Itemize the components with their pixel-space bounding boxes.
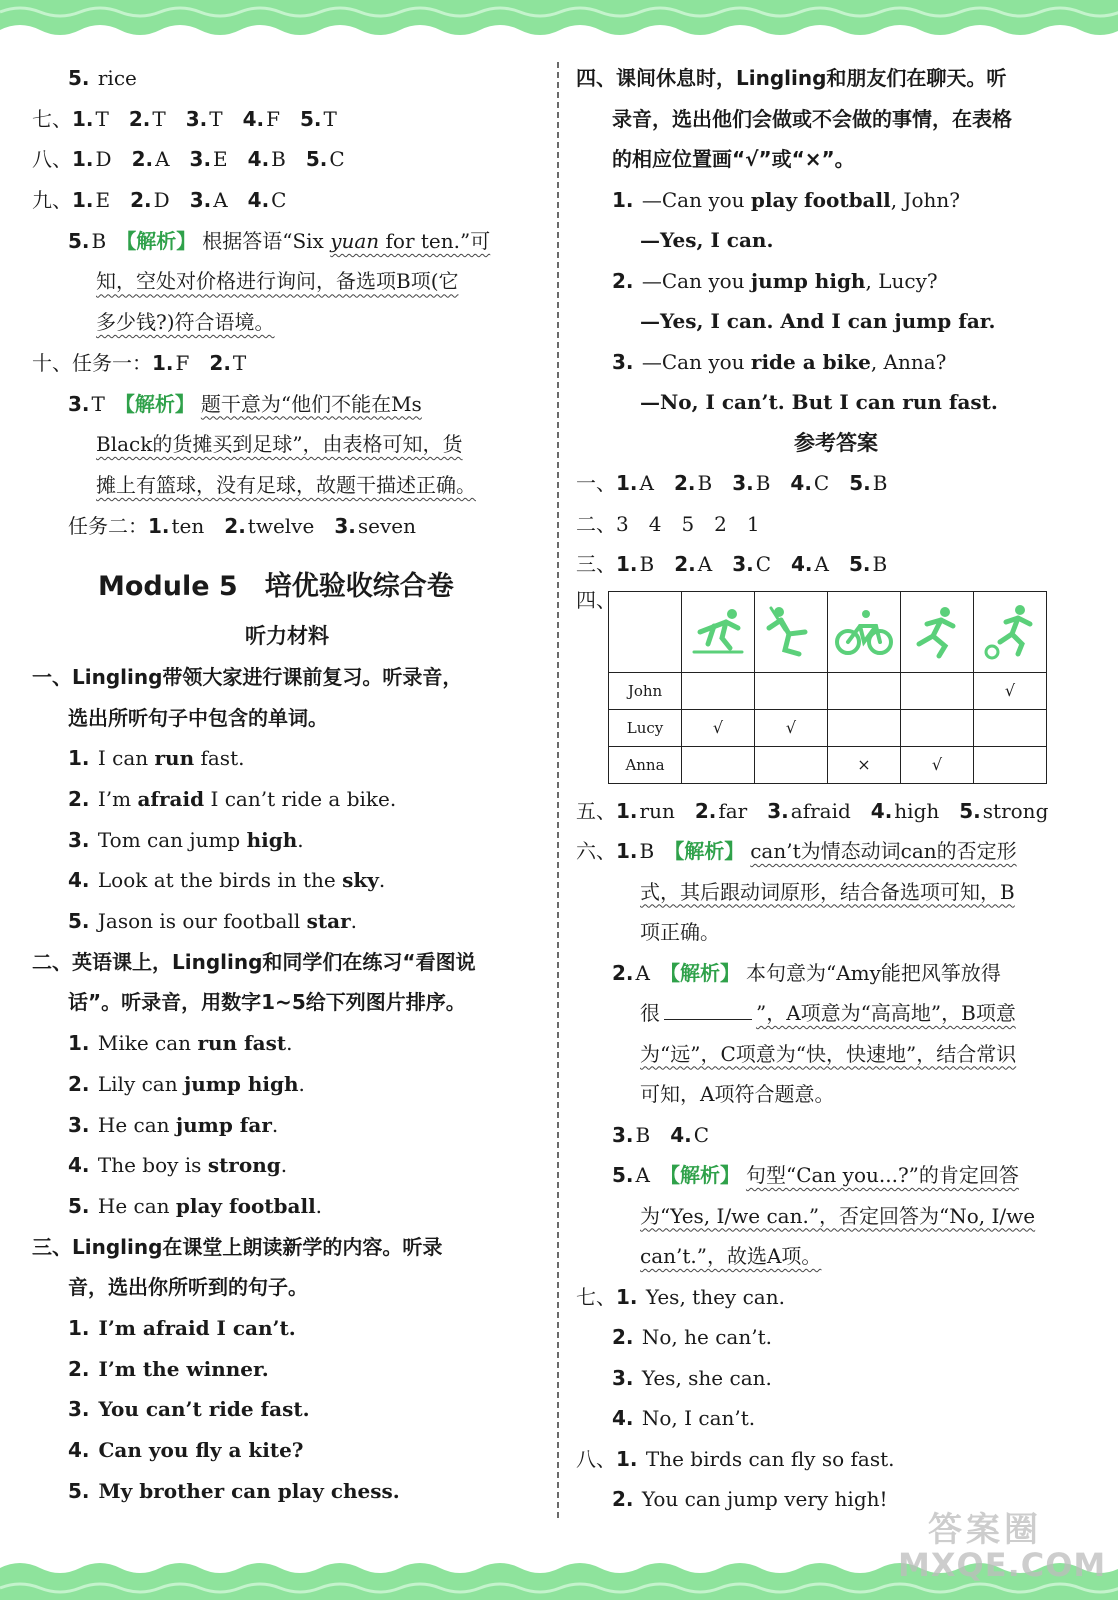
table-cell [901,709,974,746]
answer-row: 5. rice [68,66,137,90]
bike-icon [832,602,896,662]
list-item: 2. I’m the winner. [68,1356,269,1381]
table-name-cell: Anna [609,746,682,783]
answer-row-10: 十、任务一：1. F 2. T [32,350,247,375]
watermark-en: MXQE.COM [898,1546,1107,1584]
explanation-line: 可知，A项符合题意。 [640,1082,835,1106]
explanation-row: 5. A 【解析】 句型“Can you...?”的肯定回答 [612,1163,1019,1187]
explanation-line: 为“Yes, I/we can.”，否定回答为“No, I/we [640,1203,1036,1228]
list-item: 3. Yes, she can. [612,1365,772,1390]
analysis-tag: 【解析】 [664,839,745,863]
list-item: 1. I can run fast. [68,746,245,771]
explanation-line: Black的货摊买到足球”，由表格可知，货 [96,432,463,457]
list-item: 4. No, I can’t. [612,1406,756,1430]
table-cell [755,672,828,709]
football-icon [978,602,1042,662]
section-3-heading: 三、Lingling在课堂上朗读新学的内容。听录 [32,1234,443,1259]
list-item: 4. Can you fly a kite? [68,1438,304,1462]
section-7-answers [576,1277,1096,1439]
top-decorative-band [0,0,1118,46]
table-row [609,709,1047,746]
list-item: 2. I’m afraid I can’t ride a bike. [68,787,397,811]
table-row [609,746,1047,783]
dialog-list [576,180,1096,423]
table-cell [828,672,901,709]
list-item: 2. You can jump very high! [612,1487,888,1511]
section-1-heading-cont: 选出所听句子中包含的单词。 [68,705,328,730]
list-item: 3. He can jump far. [68,1112,279,1137]
answer-row-1: 一、1. A 2. B 3. B 4. C 5. B [576,471,888,495]
analysis-tag: 【解析】 [116,228,197,253]
table-cell: √ [974,672,1047,709]
analysis-tag: 【解析】 [659,1163,740,1187]
answer-row-3: 三、1. B 2. A 3. C 4. A 5. B [576,552,888,576]
list-item: 3. Tom can jump high. [68,827,304,852]
answer-row-5: 五、1. run 2. far 3. afraid 4. high 5. strong [576,798,1049,823]
answer-row-7: 七、1. T 2. T 3. T 4. F 5. T [32,106,337,131]
list-item: 2. Lily can jump high. [68,1071,305,1096]
dialog-question: 1. —Can you play football, John? [612,187,960,212]
answer-row: 3. B 4. C [612,1122,710,1147]
answer-row-task2: 任务二：1. ten 2. twelve 3. seven [68,513,416,538]
answers-title: 参考答案 [794,430,878,455]
explanation-line: 多少钱?)符合语境。 [96,310,275,335]
section-3-heading-cont: 音，选出你所听到的句子。 [68,1275,308,1300]
list-item: 八、1. The birds can fly so fast. [576,1446,895,1471]
section-4-heading-cont: 录音，选出他们会做或不会做的事情，在表格 [612,106,1012,131]
table-cell: √ [755,709,828,746]
list-item: 3. You can’t ride fast. [68,1397,310,1422]
watermark-cn: 答案圈 [928,1510,1042,1550]
dialog-answer: —Yes, I can. And I can jump far. [640,309,996,333]
dialog-question: 3. —Can you ride a bike, Anna? [612,349,947,374]
table-cell [682,746,755,783]
right-column [576,58,1096,1520]
watermark [898,1502,1107,1598]
table-cell [974,709,1047,746]
table-name-cell: John [609,672,682,709]
list-item: 5. He can play football. [68,1193,323,1218]
section-4-heading: 四、课间休息时，Lingling和朋友们在聊天。听 [576,66,1007,90]
table-row [609,672,1047,709]
explanation-line: 摊上有篮球，没有足球，故题干描述正确。 [96,472,476,497]
jump-far-icon [759,602,823,662]
list-item: 5. My brother can play chess. [68,1478,400,1503]
list-item: 1. I’m afraid I can’t. [68,1315,296,1340]
section-1-list [32,738,542,941]
list-item: 2. No, he can’t. [612,1325,772,1349]
explanation-line: 项正确。 [640,920,720,944]
answer-row-9: 九、1. E 2. D 3. A 4. C [32,188,287,213]
table-corner [609,591,682,672]
explanation-row: 六、1. B 【解析】 can’t为情态动词can的否定形 [576,839,1017,863]
section-2-list [32,1023,542,1226]
jump-high-icon [686,602,750,662]
table-name-cell: Lucy [609,709,682,746]
list-item: 七、1. Yes, they can. [576,1284,785,1309]
explanation-row: 3. T 【解析】 题干意为“他们不能在Ms [68,391,422,416]
table-cell: √ [682,709,755,746]
explanation-row: 5. B 【解析】 根据答语“Six yuan for ten.”可 [68,228,491,253]
explanation-line: 知，空处对价格进行询问，备选项B项(它 [96,269,459,294]
answer-blank [664,997,752,1020]
module-title: Module 5 培优验收综合卷 [98,571,454,603]
list-item: 5. Jason is our football star. [68,909,357,934]
list-item: 4. Look at the birds in the sky. [68,868,386,893]
dialog-answer: —No, I can’t. But I can run fast. [640,390,998,414]
section-2-heading: 二、英语课上，Lingling和同学们在练习“看图说 [32,949,476,974]
left-column [32,58,542,1511]
answer-table-body [609,672,1047,783]
analysis-tag: 【解析】 [114,391,195,416]
listening-title: 听力材料 [245,624,329,649]
explanation-line: can’t.”，故选A项。 [640,1244,822,1268]
explanation-line: 很 ”，A项意为“高高地”，B项意 [576,993,1096,1034]
section-4-heading-cont: 的相应位置画“√”或“×”。 [612,147,855,171]
table-cell [682,672,755,709]
answer-row-4: 四、 John √ Lucy √ √ Anna × √ [576,585,1096,791]
table-picture-row [609,591,1047,672]
run-icon [905,602,969,662]
answer-row-8: 八、1. D 2. A 3. E 4. B 5. C [32,147,345,172]
analysis-tag: 【解析】 [659,960,740,985]
answer-table [608,591,1047,784]
table-cell [901,672,974,709]
explanation-line: 式，其后跟动词原形，结合备选项可知，B [640,879,1015,904]
list-item: 1. Mike can run fast. [68,1031,293,1056]
answer-row-2: 二、3 4 5 2 1 [576,511,760,536]
table-cell: × [828,746,901,783]
table-cell [755,746,828,783]
dialog-question: 2. —Can you jump high, Lucy? [612,268,938,293]
section-3-list [32,1308,542,1511]
column-divider [557,62,559,1518]
table-cell [974,746,1047,783]
dialog-answer: —Yes, I can. [640,228,774,252]
section-1-heading: 一、Lingling带领大家进行课前复习。听录音， [32,664,463,689]
table-cell [828,709,901,746]
list-item: 4. The boy is strong. [68,1153,288,1178]
section-2-heading-cont: 话”。听录音，用数字1~5给下列图片排序。 [68,990,466,1015]
explanation-line: 为“远”，C项意为“快，快速地”，结合常识 [640,1041,1017,1066]
table-cell: √ [901,746,974,783]
explanation-row: 2. A 【解析】 本句意为“Amy能把风筝放得 [612,960,1001,985]
